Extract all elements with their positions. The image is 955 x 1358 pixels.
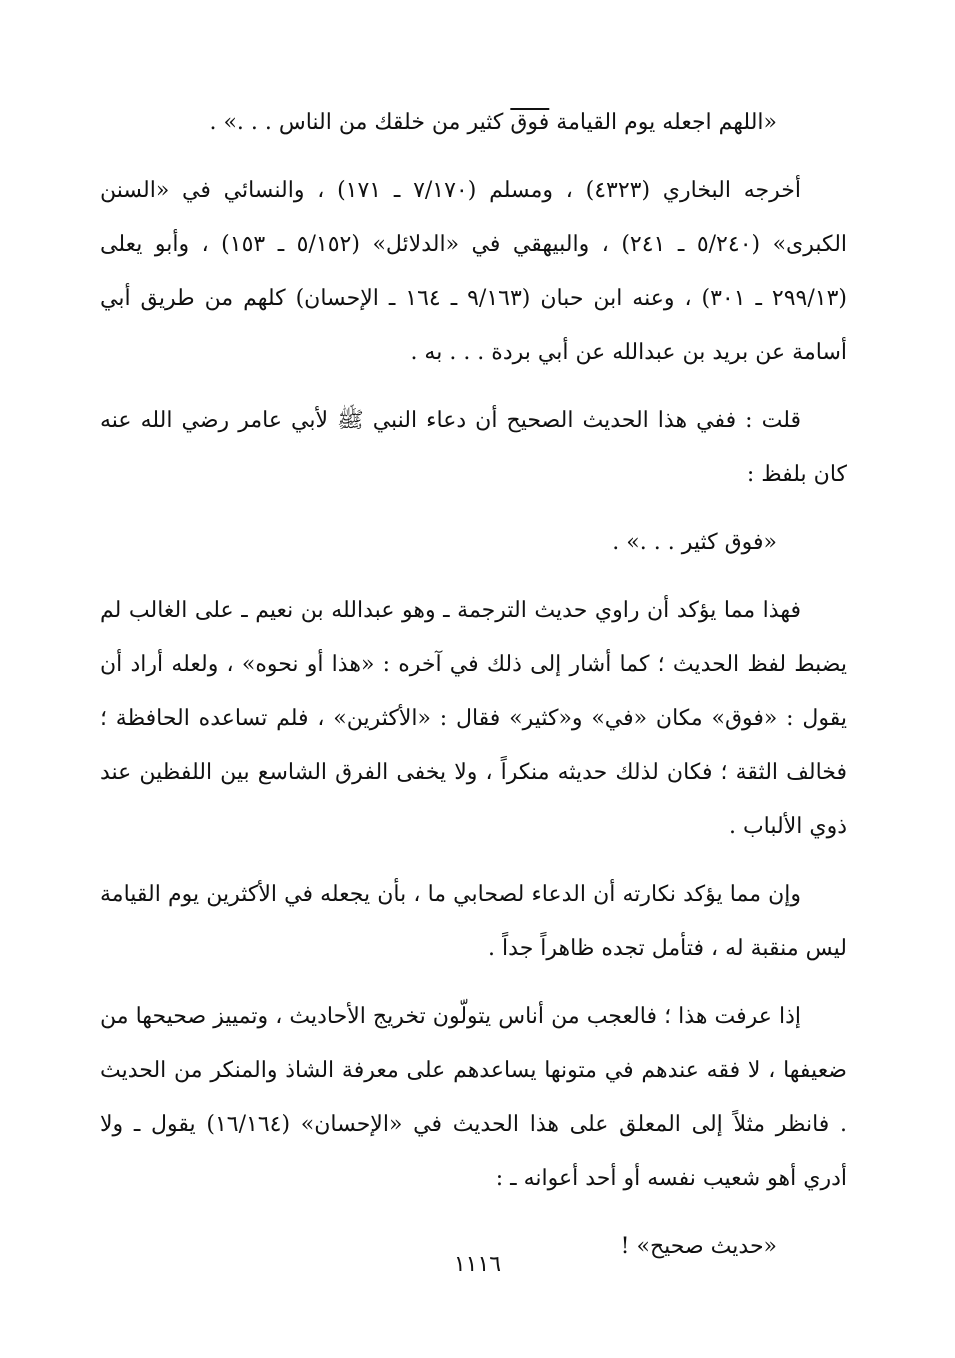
commentary-paragraph: قلت : ففي هذا الحديث الصحيح أن دعاء النبي ﷺ لأبي عامر رضي الله عنه كان بلفظ : (100, 408, 847, 487)
hadith-quote-paragraph (100, 96, 847, 150)
marked-word: فوق (510, 110, 550, 135)
page-body (100, 96, 847, 1274)
nakara-paragraph: وإن مما يؤكد نكارته أن الدعاء لصحابي ما ، بأن يجعله في الأكثرين يوم القيامة ليس منقبة له ، فتأمل تجده ظاهراً جداً . (100, 882, 847, 961)
critique-paragraph: إذا عرفت هذا ؛ فالعجب من أناس يتولّون تخريج الأحاديث ، وتمييز صحيحها من ضعيفها ، لا فقه عندهم في متونها يساعدهم على معرفة الشاذ والمنكر من الحديث . فانظر مثلاً إلى المعلق على هذا الحديث في «الإحسان» (١٦/١٦٤) يقول ـ ولا أدري أهو شعيب نفسه أو أحد أعوانه ـ : (100, 1004, 847, 1191)
analysis-paragraph: فهذا مما يؤكد أن راوي حديث الترجمة ـ وهو عبدالله بن نعيم ـ على الغالب لم يضبط لفظ الحديث ؛ كما أشار إلى ذلك في آخره : «هذا أو نحوه» ، ولعله أراد أن يقول : «فوق» مكان «في» و«كثير» فقال : «الأكثرين» ، فلم تساعده الحافظة ؛ فخالف الثقة ؛ فكان لذلك حديثه منكراً ، ولا يخفى الفرق الشاسع بين اللفظين عند ذوي الألباب . (100, 598, 847, 839)
hadith-quote-end: كثير من خلقك من الناس . . .» . (209, 110, 511, 135)
closing-quote-paragraph: «حديث صحيح» ! (620, 1234, 777, 1259)
short-quote-paragraph: «فوق كثير . . .» . (612, 530, 777, 555)
takhrij-paragraph: أخرجه البخاري (٤٣٢٣) ، ومسلم (٧/١٧٠ ـ ١٧١) ، والنسائي في «السنن الكبرى» (٥/٢٤٠ ـ ٢٤١) ، والبيهقي في «الدلائل» (٥/١٥٢ ـ ١٥٣) ، وأبو يعلى (٢٩٩/١٣ ـ ٣٠١) ، وعنه ابن حبان (٩/١٦٣ ـ ١٦٤ ـ الإحسان) كلهم من طريق أبي أسامة عن بريد بن عبدالله عن أبي بردة . . . به . (100, 178, 848, 365)
page-number: ١١١٦ (453, 1252, 502, 1277)
hadith-quote-start: «اللهم اجعله يوم القيامة (549, 110, 777, 135)
